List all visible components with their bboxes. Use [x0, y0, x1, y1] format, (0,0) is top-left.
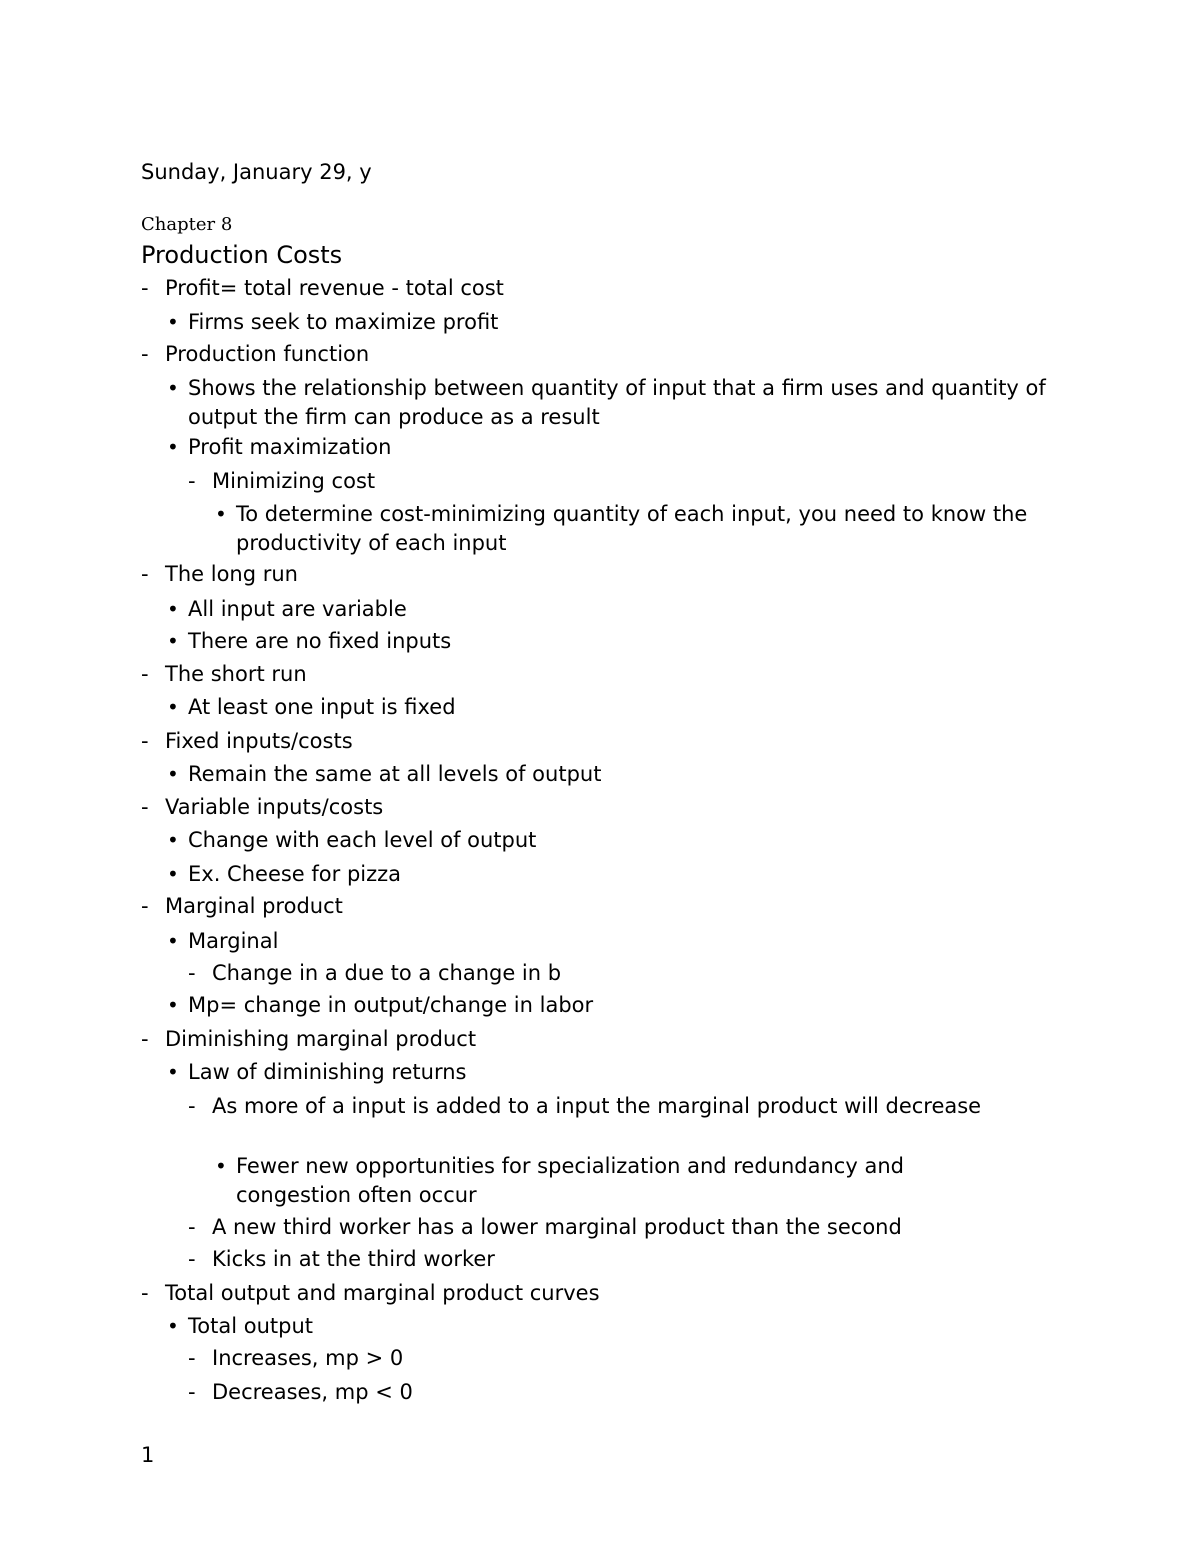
- dash-marker: -: [188, 1346, 196, 1370]
- outline-item: [188, 959, 1092, 988]
- dash-marker: -: [188, 961, 196, 985]
- dash-marker: -: [141, 562, 149, 586]
- bullet-marker: •: [167, 762, 179, 786]
- chapter-label: Chapter 8: [141, 214, 233, 235]
- outline-item-text: To determine cost-minimizing quantity of each input, you need to know the productivity of each input: [236, 502, 1035, 555]
- outline-item: [167, 1312, 1068, 1341]
- bullet-marker: •: [215, 1154, 227, 1178]
- outline-item-text: All input are variable: [188, 597, 407, 621]
- bullet-marker: •: [167, 993, 179, 1017]
- outline-item-text: Ex. Cheese for pizza: [188, 862, 402, 886]
- outline-item: [167, 826, 1068, 855]
- outline-item: [167, 308, 1068, 337]
- outline-item-text: Mp= change in output/change in labor: [188, 993, 594, 1017]
- note-date: Sunday, January 29, y: [141, 160, 372, 184]
- outline-item-text: Change with each level of output: [188, 828, 537, 852]
- outline-item: [167, 860, 1068, 889]
- dash-marker: -: [141, 342, 149, 366]
- outline-item: [167, 595, 1068, 624]
- dash-marker: -: [141, 795, 149, 819]
- outline-item-text: Diminishing marginal product: [165, 1027, 477, 1051]
- dash-marker: -: [141, 662, 149, 686]
- outline-item: [141, 340, 1045, 369]
- outline-item: [167, 927, 1068, 956]
- outline-item-text: Total output: [188, 1314, 313, 1338]
- bullet-marker: •: [167, 862, 179, 886]
- outline-item-text: Total output and marginal product curves: [165, 1281, 600, 1305]
- outline-item-text: There are no fixed inputs: [188, 629, 452, 653]
- outline-item-text: Profit maximization: [188, 435, 392, 459]
- bullet-marker: •: [167, 929, 179, 953]
- outline-item-text: Change in a due to a change in b: [212, 961, 562, 985]
- outline-item: [141, 1279, 1045, 1308]
- outline-item-text: Shows the relationship between quantity of input that a firm uses and quantity of output the firm can produce as a result: [188, 376, 1053, 429]
- outline-item-text: A new third worker has a lower marginal product than the second: [212, 1215, 902, 1239]
- outline-item-text: Law of diminishing returns: [188, 1060, 467, 1084]
- outline-item: [141, 274, 1045, 303]
- outline-item-text: As more of a input is added to a input the marginal product will decrease: [212, 1094, 982, 1118]
- dash-marker: -: [141, 276, 149, 300]
- outline-item: [167, 1058, 1068, 1087]
- outline-item: [188, 1213, 1092, 1242]
- outline-item: [167, 374, 1068, 432]
- outline-item: [167, 693, 1068, 722]
- outline-item: [141, 727, 1045, 756]
- bullet-marker: •: [167, 376, 179, 400]
- outline-item: [188, 467, 1092, 496]
- outline-item-text: Marginal product: [165, 894, 343, 918]
- bullet-marker: •: [167, 310, 179, 334]
- bullet-marker: •: [167, 597, 179, 621]
- outline-item-text: Fixed inputs/costs: [165, 729, 353, 753]
- dash-marker: -: [188, 469, 196, 493]
- outline-item-text: Increases, mp > 0: [212, 1346, 404, 1370]
- outline-item: [188, 1245, 1092, 1274]
- outline-item: [167, 433, 1068, 462]
- page-title: Production Costs: [141, 241, 343, 269]
- outline-item-text: The short run: [165, 662, 307, 686]
- outline-item: [188, 1344, 1092, 1373]
- bullet-marker: •: [167, 629, 179, 653]
- outline-item-text: At least one input is fixed: [188, 695, 456, 719]
- outline-item: [167, 991, 1068, 1020]
- outline-item-text: Marginal: [188, 929, 279, 953]
- outline-item-text: Profit= total revenue - total cost: [165, 276, 504, 300]
- dash-marker: -: [188, 1247, 196, 1271]
- outline-item: [188, 1092, 1002, 1121]
- outline-item-text: Firms seek to maximize profit: [188, 310, 499, 334]
- outline-item-text: The long run: [165, 562, 298, 586]
- outline-item-text: Kicks in at the third worker: [212, 1247, 495, 1271]
- dash-marker: -: [141, 1027, 149, 1051]
- page-number: 1: [141, 1443, 155, 1467]
- outline-item: [215, 500, 1036, 558]
- outline-item: [141, 1025, 1045, 1054]
- outline-item-text: Fewer new opportunities for specialization and redundancy and congestion often occur: [236, 1154, 911, 1207]
- bullet-marker: •: [167, 435, 179, 459]
- dash-marker: -: [188, 1380, 196, 1404]
- bullet-marker: •: [167, 828, 179, 852]
- outline-item: [141, 560, 1045, 589]
- dash-marker: -: [188, 1094, 196, 1118]
- outline-item-text: Production function: [165, 342, 370, 366]
- outline-item-text: Decreases, mp < 0: [212, 1380, 413, 1404]
- bullet-marker: •: [167, 1060, 179, 1084]
- outline-item: [167, 760, 1068, 789]
- outline-item: [141, 892, 1045, 921]
- dash-marker: -: [141, 729, 149, 753]
- dash-marker: -: [141, 894, 149, 918]
- dash-marker: -: [188, 1215, 196, 1239]
- outline-item: [141, 660, 1045, 689]
- bullet-marker: •: [215, 502, 227, 526]
- outline-item-text: Minimizing cost: [212, 469, 376, 493]
- dash-marker: -: [141, 1281, 149, 1305]
- outline-item: [215, 1152, 1016, 1210]
- outline-item-text: Remain the same at all levels of output: [188, 762, 602, 786]
- outline-item: [141, 793, 1045, 822]
- outline-item: [188, 1378, 1092, 1407]
- outline-item-text: Variable inputs/costs: [165, 795, 384, 819]
- outline-item: [167, 627, 1068, 656]
- bullet-marker: •: [167, 695, 179, 719]
- bullet-marker: •: [167, 1314, 179, 1338]
